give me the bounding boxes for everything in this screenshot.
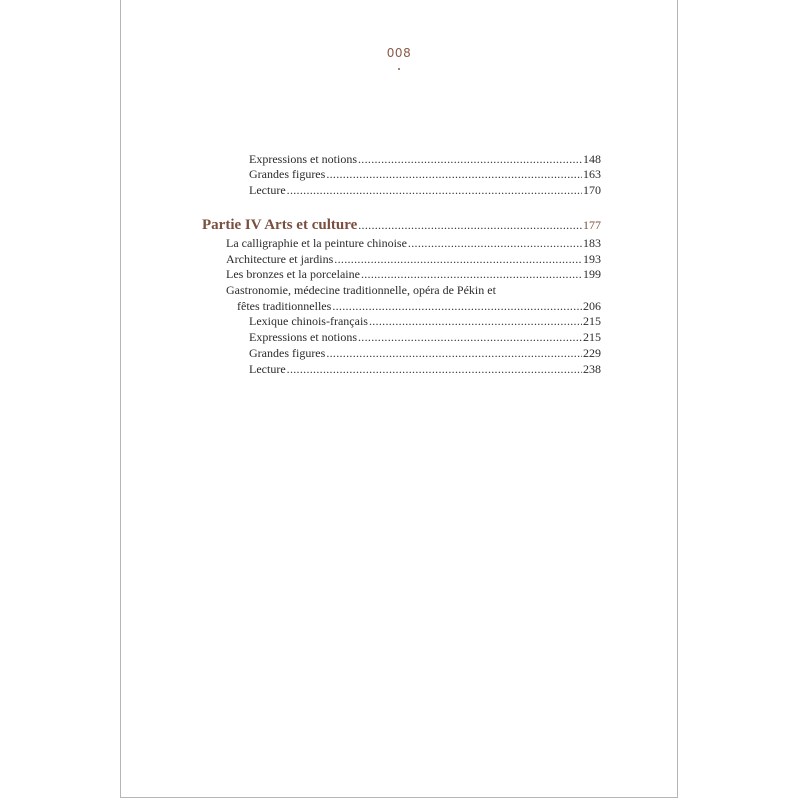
toc-entry-page: 229 [583, 346, 601, 360]
toc-leader-dots [326, 345, 582, 361]
document-page [120, 0, 678, 798]
toc-entry[interactable] [249, 361, 601, 377]
toc-leader-dots [358, 329, 582, 345]
toc-entry-label: Expressions et notions [249, 330, 357, 344]
toc-leader-dots [369, 313, 582, 329]
toc-entry-page: 215 [583, 330, 601, 344]
toc-entry-page: 170 [583, 183, 601, 197]
toc-entry-label: Lecture [249, 362, 286, 376]
toc-part-heading[interactable] [202, 214, 601, 236]
toc-leader-dots [332, 298, 582, 314]
toc-entry-page: 215 [583, 314, 601, 328]
toc-entry[interactable] [249, 313, 601, 329]
toc-entry-label: Lexique chinois-français [249, 314, 368, 328]
toc-leader-dots [287, 182, 582, 198]
toc-entry[interactable] [249, 151, 601, 167]
toc-leader-dots [334, 251, 582, 267]
toc-entry[interactable] [249, 182, 601, 198]
table-of-contents [121, 0, 679, 798]
toc-leader-dots [408, 235, 582, 251]
toc-chapter-page: 206 [583, 299, 601, 313]
toc-entry[interactable] [249, 166, 601, 182]
toc-chapter-page: 183 [583, 236, 601, 250]
part-title: Partie IV Arts et culture [202, 217, 358, 233]
page-number: 008 [386, 46, 412, 60]
toc-chapter-label: La calligraphie et la peinture chinoise [226, 236, 407, 250]
toc-leader-dots [358, 214, 582, 236]
part-page: 177 [583, 218, 601, 232]
toc-leader-dots [358, 151, 582, 167]
toc-entry-page: 163 [583, 167, 601, 181]
toc-chapter[interactable] [226, 266, 601, 282]
toc-chapter[interactable] [237, 298, 601, 314]
toc-entry-page: 148 [583, 152, 601, 166]
toc-entry-label: Expressions et notions [249, 152, 357, 166]
toc-entry-label: Grandes figures [249, 346, 326, 360]
toc-chapter-line1[interactable]: Gastronomie, médecine traditionnelle, opéra de Pékin et [226, 283, 496, 297]
toc-chapter-label: fêtes traditionnelles [237, 299, 332, 313]
toc-leader-dots [287, 361, 582, 377]
toc-chapter-label: Les bronzes et la porcelaine [226, 267, 360, 281]
toc-chapter-page: 199 [583, 267, 601, 281]
toc-entry-label: Lecture [249, 183, 286, 197]
toc-entry-page: 238 [583, 362, 601, 376]
toc-leader-dots [326, 166, 582, 182]
toc-chapter[interactable] [226, 235, 601, 251]
toc-chapter[interactable] [226, 251, 601, 267]
toc-chapter-label: Architecture et jardins [226, 252, 334, 266]
toc-entry-label: Grandes figures [249, 167, 326, 181]
toc-chapter-page: 193 [583, 252, 601, 266]
toc-entry[interactable] [249, 329, 601, 345]
toc-leader-dots [361, 266, 582, 282]
toc-entry[interactable] [249, 345, 601, 361]
